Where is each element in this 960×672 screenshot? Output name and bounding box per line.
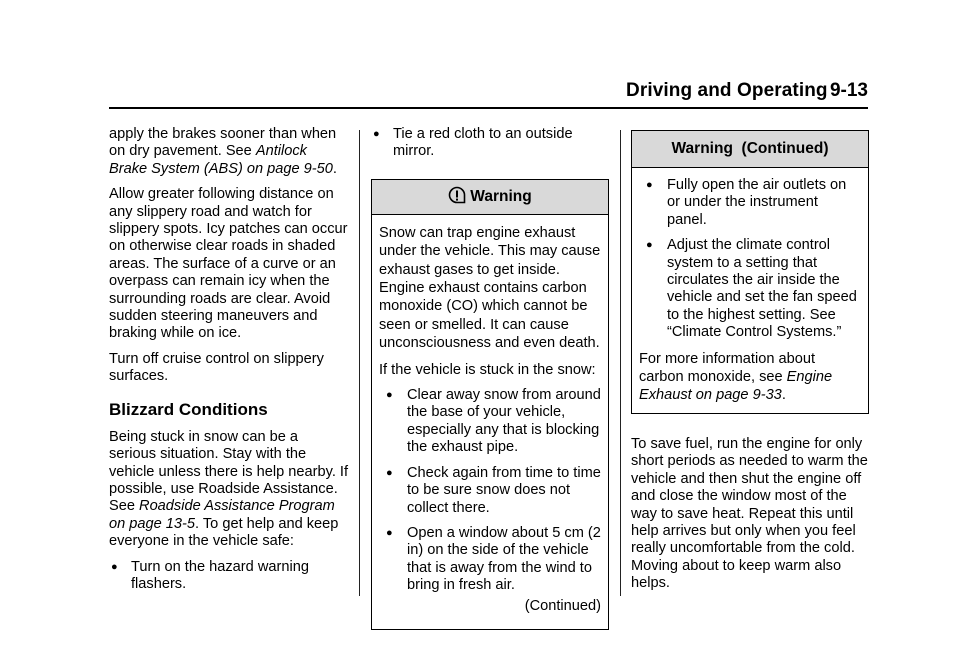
page-header: [0, 78, 960, 110]
column-divider: [359, 130, 360, 596]
warning-paragraph: Snow can trap engine exhaust under the vehicle. This may cause exhaust gases to get inside. Engine exhaust contains carbon monoxide (CO) which cannot be seen or smelled. It can cause unconsciousness and even death.: [379, 224, 601, 352]
column-divider: [620, 130, 621, 596]
list-item: [109, 559, 349, 594]
continued-label: (Continued): [524, 597, 601, 614]
column-middle: [371, 126, 609, 630]
list-item-text: Clear away snow from around the base of your vehicle, especially any that is blocking the exhaust pipe.: [407, 387, 601, 456]
list-item: [644, 177, 861, 229]
header-rule: [109, 107, 868, 109]
paragraph-text: .: [781, 387, 786, 404]
list-item-text: Adjust the climate control system to a setting that circulates the air inside the vehicle and set the fan speed to the highest setting. See “Climate Control Systems.”: [667, 237, 857, 341]
section-heading: Blizzard Conditions: [109, 399, 268, 419]
list-item-text: Fully open the air outlets on or under the instrument panel.: [667, 177, 847, 228]
bullet-dot-icon: ●: [386, 526, 393, 539]
list-item: [384, 525, 601, 595]
warning-paragraph: If the vehicle is stuck in the snow:: [379, 361, 596, 378]
list-item-text: Turn on the hazard warning flashers.: [131, 558, 309, 592]
paragraph: [109, 126, 349, 178]
list-item-text: Open a window about 5 cm (2 in) on the side of the vehicle that is away from the wind to bring in fresh air.: [407, 524, 601, 594]
warning-box-continued: [631, 130, 869, 414]
list-item: [384, 387, 601, 457]
list-item-text: Tie a red cloth to an outside mirror.: [393, 126, 573, 160]
list-item: [371, 126, 609, 161]
warning-header: Warning (Continued): [632, 131, 868, 168]
paragraph: Turn off cruise control on slippery surfaces.: [109, 350, 324, 385]
warning-exclamation-icon: [448, 183, 466, 217]
warning-body: [372, 215, 608, 629]
paragraph-text: .: [332, 160, 337, 177]
paragraph: Allow greater following distance on any slippery road and watch for slippery spots. Icy patches can occur on otherwise clear roads in shaded areas. The surface of a curve or an overpass can remain icy when the surrounding roads are clear. Avoid sudden steering maneuvers and braking while on ice.: [109, 186, 348, 342]
cross-reference-link[interactable]: Antilock Brake System (ABS) on page 9-50: [109, 143, 333, 177]
paragraph-text: apply the brakes sooner than when on dry pavement. See: [109, 126, 337, 160]
list-item-text: Check again from time to time to be sure snow does not collect there.: [407, 464, 601, 516]
warning-box: [371, 179, 609, 630]
bullet-dot-icon: ●: [111, 560, 118, 573]
paragraph: [109, 429, 349, 551]
bullet-dot-icon: ●: [386, 389, 393, 402]
warning-title: Warning: [470, 187, 532, 205]
bullet-dot-icon: ●: [646, 179, 653, 191]
cross-reference-link[interactable]: Roadside Assistance Program on page 13-5: [109, 498, 335, 532]
bullet-dot-icon: ●: [373, 128, 380, 140]
cross-reference-link[interactable]: Engine Exhaust on page 9-33: [639, 369, 833, 404]
bullet-dot-icon: ●: [386, 466, 393, 479]
list-item: [644, 237, 861, 341]
column-left: [109, 126, 349, 601]
paragraph-text: . To get help and keep everyone in the vehicle safe:: [109, 515, 339, 550]
warning-body: [632, 168, 868, 413]
warning-paragraph: [639, 350, 861, 405]
section-title: Driving and Operating: [626, 80, 828, 101]
warning-header: [372, 180, 608, 215]
paragraph: To save fuel, run the engine for only short periods as needed to warm the vehicle and then shut the engine off and close the window most of the way to save heat. Repeat this until help arrives but only when you feel really uncomfortable from the cold. Moving about to keep warm also helps.: [631, 435, 868, 592]
paragraph-text: For more information about carbon monoxide, see: [639, 350, 816, 386]
paragraph-text: Being stuck in snow can be a serious situation. Stay with the vehicle unless there is help nearby. If possible, use Roadside Assistance. See: [109, 428, 349, 515]
page-number: 9-13: [829, 80, 868, 101]
bullet-dot-icon: ●: [646, 239, 653, 252]
list-item: [384, 465, 601, 517]
column-right: [631, 126, 869, 601]
